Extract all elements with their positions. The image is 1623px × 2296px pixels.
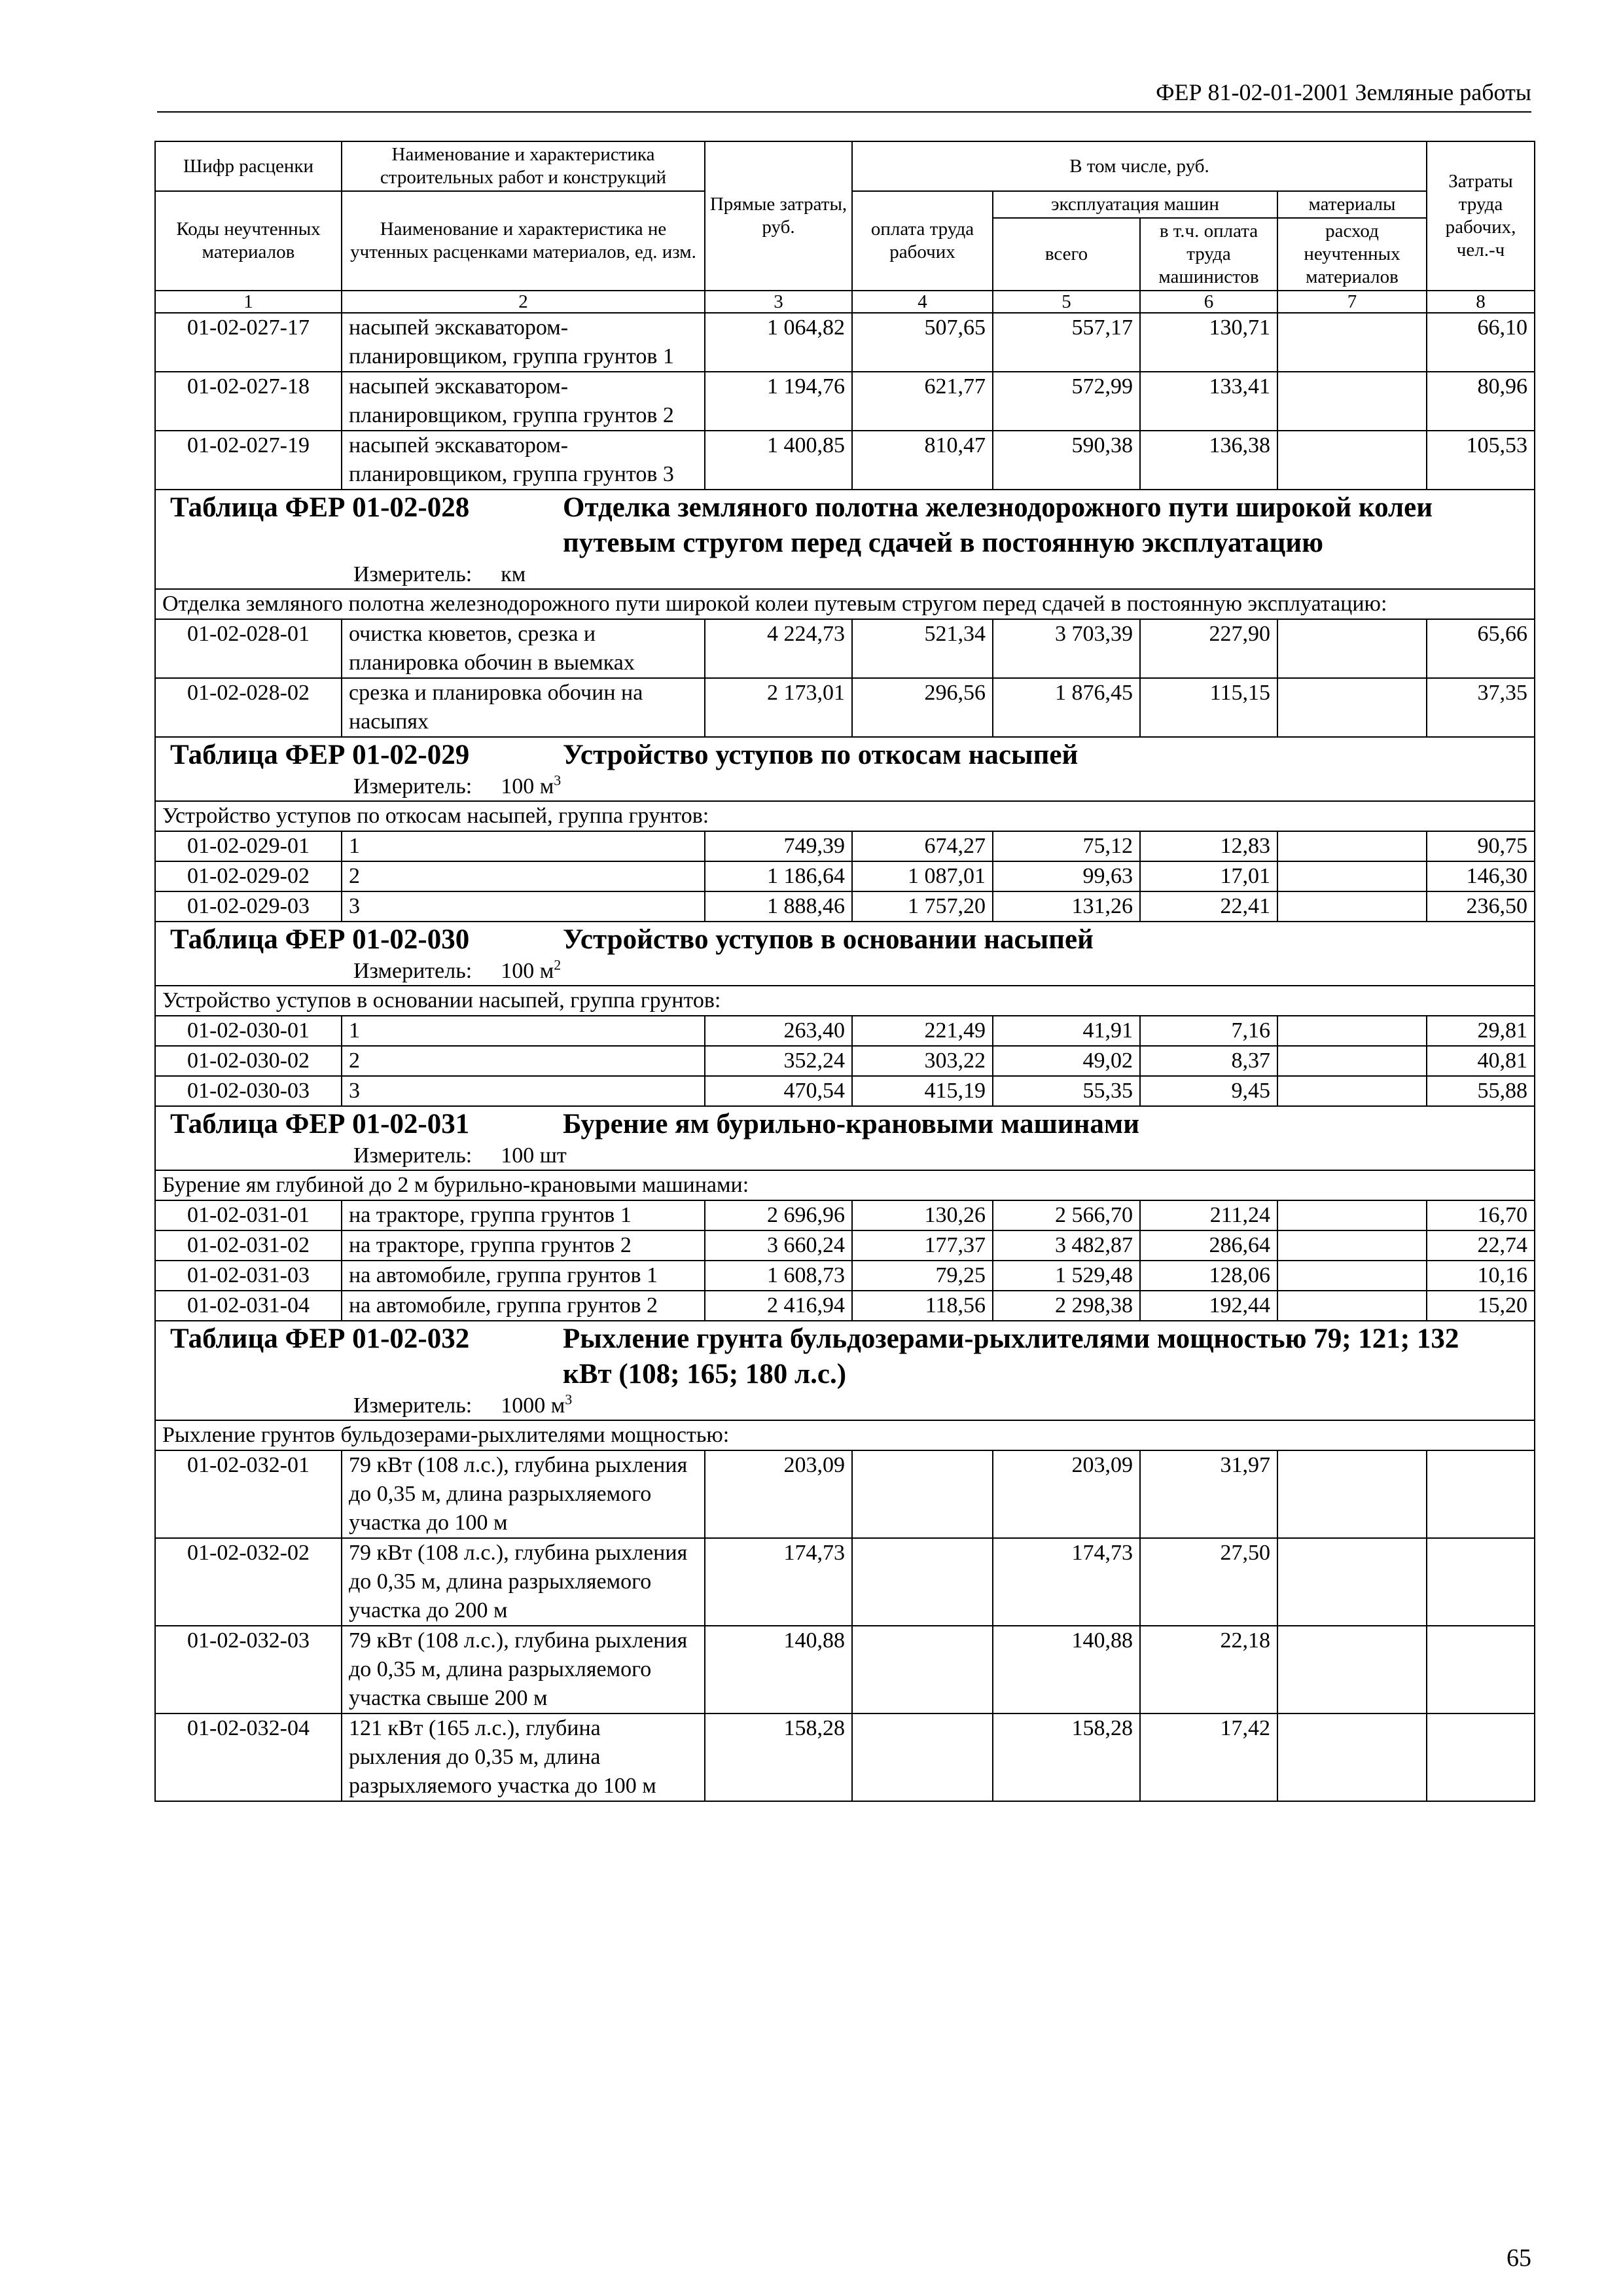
measure-power: 3: [554, 772, 562, 789]
rate-code: 01-02-029-02: [155, 861, 342, 891]
material-consumption: [1277, 1016, 1427, 1046]
work-name: насыпей экскаватором-планировщиком, группа грунтов 3: [342, 431, 705, 490]
machine-cost: 557,17: [993, 313, 1140, 372]
rate-code: 01-02-031-01: [155, 1200, 342, 1230]
direct-cost: 263,40: [705, 1016, 852, 1046]
work-name: срезка и планировка обочин на насыпях: [342, 678, 705, 737]
labor-cost: 79,25: [852, 1261, 993, 1291]
column-number: 7: [1277, 291, 1427, 313]
table-row: [155, 1450, 1535, 1538]
column-numbers-row: [155, 291, 1535, 313]
section-caption: Рыхление грунта бульдозерами-рыхлителями мощностью 79; 121; 132 кВт (108; 165; 180 л.с.): [563, 1323, 1459, 1390]
table-description-row: [155, 986, 1535, 1016]
work-name: на тракторе, группа грунтов 1: [342, 1200, 705, 1230]
labor-cost: 1 757,20: [852, 891, 993, 922]
header-hours: Затраты труда рабочих, чел.-ч: [1427, 141, 1535, 291]
measure-value: 1000 м: [501, 1393, 565, 1418]
labor-cost: 521,34: [852, 619, 993, 678]
driver-cost: 8,37: [1140, 1046, 1277, 1076]
labor-cost: [852, 1713, 993, 1801]
labor-cost: 221,49: [852, 1016, 993, 1046]
labor-cost: 130,26: [852, 1200, 993, 1230]
header-labor: оплата труда рабочих: [852, 191, 993, 291]
column-number: 3: [705, 291, 852, 313]
rate-code: 01-02-032-01: [155, 1450, 342, 1538]
material-consumption: [1277, 372, 1427, 431]
labor-hours: 146,30: [1427, 861, 1535, 891]
work-name: 79 кВт (108 л.с.), глубина рыхления до 0,35 м, длина разрыхляемого участка до 200 м: [342, 1538, 705, 1626]
material-consumption: [1277, 1538, 1427, 1626]
machine-cost: 3 482,87: [993, 1230, 1140, 1261]
work-name: 3: [342, 1076, 705, 1106]
header-machines: эксплуатация машин: [993, 191, 1277, 218]
labor-hours: 90,75: [1427, 831, 1535, 861]
measure-unit: [162, 1142, 1527, 1170]
section-label: Таблица ФЕР 01-02-031: [170, 1109, 470, 1139]
measure-unit: [162, 1392, 1527, 1420]
machine-cost: 1 529,48: [993, 1261, 1140, 1291]
labor-cost: 118,56: [852, 1291, 993, 1321]
table-row: [155, 1076, 1535, 1106]
labor-hours: [1427, 1713, 1535, 1801]
driver-cost: 31,97: [1140, 1450, 1277, 1538]
work-name: 1: [342, 1016, 705, 1046]
table-row: [155, 678, 1535, 737]
table-row: [155, 1713, 1535, 1801]
section-caption: Устройство уступов в основании насыпей: [563, 924, 1094, 955]
labor-hours: 16,70: [1427, 1200, 1535, 1230]
material-consumption: [1277, 1261, 1427, 1291]
driver-cost: 136,38: [1140, 431, 1277, 490]
table-row: [155, 431, 1535, 490]
table-row: [155, 891, 1535, 922]
measure-power: 3: [565, 1391, 573, 1408]
rate-code: 01-02-030-03: [155, 1076, 342, 1106]
table-section-heading: [155, 737, 1535, 801]
driver-cost: 22,41: [1140, 891, 1277, 922]
table-header: [155, 141, 1535, 313]
rate-code: 01-02-031-03: [155, 1261, 342, 1291]
labor-cost: 674,27: [852, 831, 993, 861]
direct-cost: 2 173,01: [705, 678, 852, 737]
machine-cost: 174,73: [993, 1538, 1140, 1626]
table-description: Бурение ям глубиной до 2 м бурильно-крановыми машинами:: [155, 1170, 1535, 1200]
column-number: 6: [1140, 291, 1277, 313]
labor-cost: 507,65: [852, 313, 993, 372]
material-consumption: [1277, 678, 1427, 737]
material-consumption: [1277, 431, 1427, 490]
driver-cost: 22,18: [1140, 1626, 1277, 1713]
column-number: 5: [993, 291, 1140, 313]
work-name: 79 кВт (108 л.с.), глубина рыхления до 0,35 м, длина разрыхляемого участка свыше 200 м: [342, 1626, 705, 1713]
rate-code: 01-02-027-18: [155, 372, 342, 431]
table-description-row: [155, 1170, 1535, 1200]
header-group: В том числе, руб.: [852, 141, 1427, 191]
column-number: 1: [155, 291, 342, 313]
driver-cost: 130,71: [1140, 313, 1277, 372]
table-description-row: [155, 801, 1535, 831]
section-title: [162, 1107, 1527, 1142]
header-unaccounted: расход неучтенных материалов: [1277, 218, 1427, 291]
work-name: 1: [342, 831, 705, 861]
material-consumption: [1277, 619, 1427, 678]
section-label: Таблица ФЕР 01-02-030: [170, 924, 470, 955]
material-consumption: [1277, 1076, 1427, 1106]
labor-hours: 80,96: [1427, 372, 1535, 431]
page-number: 65: [1507, 2244, 1531, 2272]
labor-cost: [852, 1626, 993, 1713]
labor-hours: 236,50: [1427, 891, 1535, 922]
section-caption: Бурение ям бурильно-крановыми машинами: [563, 1109, 1139, 1139]
rate-code: 01-02-032-02: [155, 1538, 342, 1626]
rate-code: 01-02-029-03: [155, 891, 342, 922]
header-codes: Коды неучтенных материалов: [155, 191, 342, 291]
section-label: Таблица ФЕР 01-02-032: [170, 1323, 470, 1354]
material-consumption: [1277, 313, 1427, 372]
table-section-heading: [155, 1321, 1535, 1420]
labor-hours: 40,81: [1427, 1046, 1535, 1076]
section-label: Таблица ФЕР 01-02-028: [170, 492, 470, 523]
measure-label: Измеритель:: [353, 562, 473, 586]
labor-cost: 1 087,01: [852, 861, 993, 891]
labor-hours: [1427, 1450, 1535, 1538]
measure-label: Измеритель:: [353, 1393, 473, 1418]
machine-cost: 3 703,39: [993, 619, 1140, 678]
measure-value: км: [501, 562, 526, 586]
section-caption: Отделка земляного полотна железнодорожного пути широкой колеи путевым стругом перед сдачей в постоянную эксплуатацию: [563, 492, 1433, 558]
material-consumption: [1277, 1230, 1427, 1261]
material-consumption: [1277, 1200, 1427, 1230]
rate-code: 01-02-032-03: [155, 1626, 342, 1713]
machine-cost: 55,35: [993, 1076, 1140, 1106]
table-row: [155, 1538, 1535, 1626]
table-row: [155, 1230, 1535, 1261]
work-name: на автомобиле, группа грунтов 2: [342, 1291, 705, 1321]
machine-cost: 158,28: [993, 1713, 1140, 1801]
work-name: 121 кВт (165 л.с.), глубина рыхления до 0,35 м, длина разрыхляемого участка до 100 м: [342, 1713, 705, 1801]
direct-cost: 749,39: [705, 831, 852, 861]
table-description: Рыхление грунтов бульдозерами-рыхлителями мощностью:: [155, 1420, 1535, 1450]
header-direct: Прямые затраты, руб.: [705, 141, 852, 291]
driver-cost: 17,01: [1140, 861, 1277, 891]
work-name: 2: [342, 1046, 705, 1076]
rate-code: 01-02-032-04: [155, 1713, 342, 1801]
section-title: [162, 738, 1527, 773]
table-row: [155, 831, 1535, 861]
measure-label: Измеритель:: [353, 959, 473, 983]
header-materials: материалы: [1277, 191, 1427, 218]
direct-cost: 470,54: [705, 1076, 852, 1106]
table-row: [155, 372, 1535, 431]
labor-hours: 10,16: [1427, 1261, 1535, 1291]
labor-cost: 621,77: [852, 372, 993, 431]
work-name: 2: [342, 861, 705, 891]
table-row: [155, 1626, 1535, 1713]
driver-cost: 115,15: [1140, 678, 1277, 737]
work-name: на тракторе, группа грунтов 2: [342, 1230, 705, 1261]
rate-code: 01-02-028-01: [155, 619, 342, 678]
table-row: [155, 619, 1535, 678]
table-row: [155, 861, 1535, 891]
direct-cost: 174,73: [705, 1538, 852, 1626]
rate-code: 01-02-029-01: [155, 831, 342, 861]
rates-table: [154, 141, 1535, 1802]
labor-cost: 810,47: [852, 431, 993, 490]
rate-code: 01-02-027-17: [155, 313, 342, 372]
table-section-heading: [155, 922, 1535, 986]
table-row: [155, 1200, 1535, 1230]
section-title: [162, 490, 1527, 561]
column-number: 4: [852, 291, 993, 313]
table-row: [155, 1261, 1535, 1291]
header-machines-total: всего: [993, 218, 1140, 291]
table-row: [155, 1046, 1535, 1076]
direct-cost: 1 888,46: [705, 891, 852, 922]
measure-label: Измеритель:: [353, 774, 473, 798]
machine-cost: 2 566,70: [993, 1200, 1140, 1230]
labor-hours: 22,74: [1427, 1230, 1535, 1261]
header-cipher: Шифр расценки: [155, 141, 342, 191]
labor-hours: [1427, 1626, 1535, 1713]
table-description-row: [155, 1420, 1535, 1450]
table-body: [155, 313, 1535, 1801]
material-consumption: [1277, 861, 1427, 891]
driver-cost: 133,41: [1140, 372, 1277, 431]
labor-hours: 55,88: [1427, 1076, 1535, 1106]
machine-cost: 49,02: [993, 1046, 1140, 1076]
work-name: насыпей экскаватором-планировщиком, группа грунтов 1: [342, 313, 705, 372]
rate-code: 01-02-031-02: [155, 1230, 342, 1261]
labor-cost: 296,56: [852, 678, 993, 737]
direct-cost: 158,28: [705, 1713, 852, 1801]
header-materials-name: Наименование и характеристика не учтенных расценками материалов, ед. изм.: [342, 191, 705, 291]
machine-cost: 41,91: [993, 1016, 1140, 1046]
labor-cost: [852, 1538, 993, 1626]
driver-cost: 211,24: [1140, 1200, 1277, 1230]
direct-cost: 1 608,73: [705, 1261, 852, 1291]
machine-cost: 75,12: [993, 831, 1140, 861]
direct-cost: 1 194,76: [705, 372, 852, 431]
section-label: Таблица ФЕР 01-02-029: [170, 740, 470, 770]
driver-cost: 27,50: [1140, 1538, 1277, 1626]
driver-cost: 227,90: [1140, 619, 1277, 678]
direct-cost: 352,24: [705, 1046, 852, 1076]
work-name: 79 кВт (108 л.с.), глубина рыхления до 0,35 м, длина разрыхляемого участка до 100 м: [342, 1450, 705, 1538]
measure-power: 2: [554, 956, 562, 973]
machine-cost: 131,26: [993, 891, 1140, 922]
section-title: [162, 1321, 1527, 1392]
material-consumption: [1277, 831, 1427, 861]
table-description: Устройство уступов в основании насыпей, группа грунтов:: [155, 986, 1535, 1016]
material-consumption: [1277, 1046, 1427, 1076]
material-consumption: [1277, 891, 1427, 922]
machine-cost: 99,63: [993, 861, 1140, 891]
labor-cost: [852, 1450, 993, 1538]
driver-cost: 12,83: [1140, 831, 1277, 861]
labor-hours: 65,66: [1427, 619, 1535, 678]
labor-cost: 415,19: [852, 1076, 993, 1106]
header-name: Наименование и характеристика строительных работ и конструкций: [342, 141, 705, 191]
direct-cost: 140,88: [705, 1626, 852, 1713]
driver-cost: 7,16: [1140, 1016, 1277, 1046]
column-number: 2: [342, 291, 705, 313]
rate-code: 01-02-027-19: [155, 431, 342, 490]
work-name: на автомобиле, группа грунтов 1: [342, 1261, 705, 1291]
machine-cost: 140,88: [993, 1626, 1140, 1713]
measure-value: 100 м: [501, 774, 554, 798]
direct-cost: 1 064,82: [705, 313, 852, 372]
direct-cost: 3 660,24: [705, 1230, 852, 1261]
section-caption: Устройство уступов по откосам насыпей: [563, 740, 1079, 770]
section-title: [162, 922, 1527, 958]
machine-cost: 2 298,38: [993, 1291, 1140, 1321]
driver-cost: 128,06: [1140, 1261, 1277, 1291]
labor-cost: 303,22: [852, 1046, 993, 1076]
table-section-heading: [155, 1106, 1535, 1170]
rate-code: 01-02-030-02: [155, 1046, 342, 1076]
direct-cost: 2 416,94: [705, 1291, 852, 1321]
direct-cost: 4 224,73: [705, 619, 852, 678]
material-consumption: [1277, 1291, 1427, 1321]
material-consumption: [1277, 1626, 1427, 1713]
labor-hours: [1427, 1538, 1535, 1626]
machine-cost: 572,99: [993, 372, 1140, 431]
table-row: [155, 313, 1535, 372]
rate-code: 01-02-030-01: [155, 1016, 342, 1046]
driver-cost: 17,42: [1140, 1713, 1277, 1801]
running-header-title: ФЕР 81-02-01-2001 Земляные работы: [1156, 79, 1531, 105]
labor-cost: 177,37: [852, 1230, 993, 1261]
direct-cost: 1 400,85: [705, 431, 852, 490]
labor-hours: 37,35: [1427, 678, 1535, 737]
labor-hours: 15,20: [1427, 1291, 1535, 1321]
machine-cost: 1 876,45: [993, 678, 1140, 737]
driver-cost: 192,44: [1140, 1291, 1277, 1321]
measure-unit: [162, 561, 1527, 588]
table-description: Устройство уступов по откосам насыпей, группа грунтов:: [155, 801, 1535, 831]
machine-cost: 203,09: [993, 1450, 1140, 1538]
rate-code: 01-02-028-02: [155, 678, 342, 737]
table-section-heading: [155, 490, 1535, 589]
material-consumption: [1277, 1713, 1427, 1801]
measure-value: 100 м: [501, 959, 554, 983]
running-header: [157, 77, 1531, 113]
measure-unit: [162, 773, 1527, 800]
work-name: очистка кюветов, срезка и планировка обочин в выемках: [342, 619, 705, 678]
machine-cost: 590,38: [993, 431, 1140, 490]
direct-cost: 2 696,96: [705, 1200, 852, 1230]
driver-cost: 286,64: [1140, 1230, 1277, 1261]
labor-hours: 66,10: [1427, 313, 1535, 372]
direct-cost: 1 186,64: [705, 861, 852, 891]
column-number: 8: [1427, 291, 1535, 313]
labor-hours: 29,81: [1427, 1016, 1535, 1046]
material-consumption: [1277, 1450, 1427, 1538]
work-name: насыпей экскаватором-планировщиком, группа грунтов 2: [342, 372, 705, 431]
header-drivers: в т.ч. оплата труда машинистов: [1140, 218, 1277, 291]
work-name: 3: [342, 891, 705, 922]
driver-cost: 9,45: [1140, 1076, 1277, 1106]
measure-value: 100 шт: [501, 1143, 567, 1168]
labor-hours: 105,53: [1427, 431, 1535, 490]
table-description: Отделка земляного полотна железнодорожного пути широкой колеи путевым стругом перед сдачей в постоянную эксплуатацию:: [155, 589, 1535, 619]
direct-cost: 203,09: [705, 1450, 852, 1538]
table-row: [155, 1291, 1535, 1321]
table-description-row: [155, 589, 1535, 619]
table-row: [155, 1016, 1535, 1046]
measure-label: Измеритель:: [353, 1143, 473, 1168]
rate-code: 01-02-031-04: [155, 1291, 342, 1321]
measure-unit: [162, 958, 1527, 985]
